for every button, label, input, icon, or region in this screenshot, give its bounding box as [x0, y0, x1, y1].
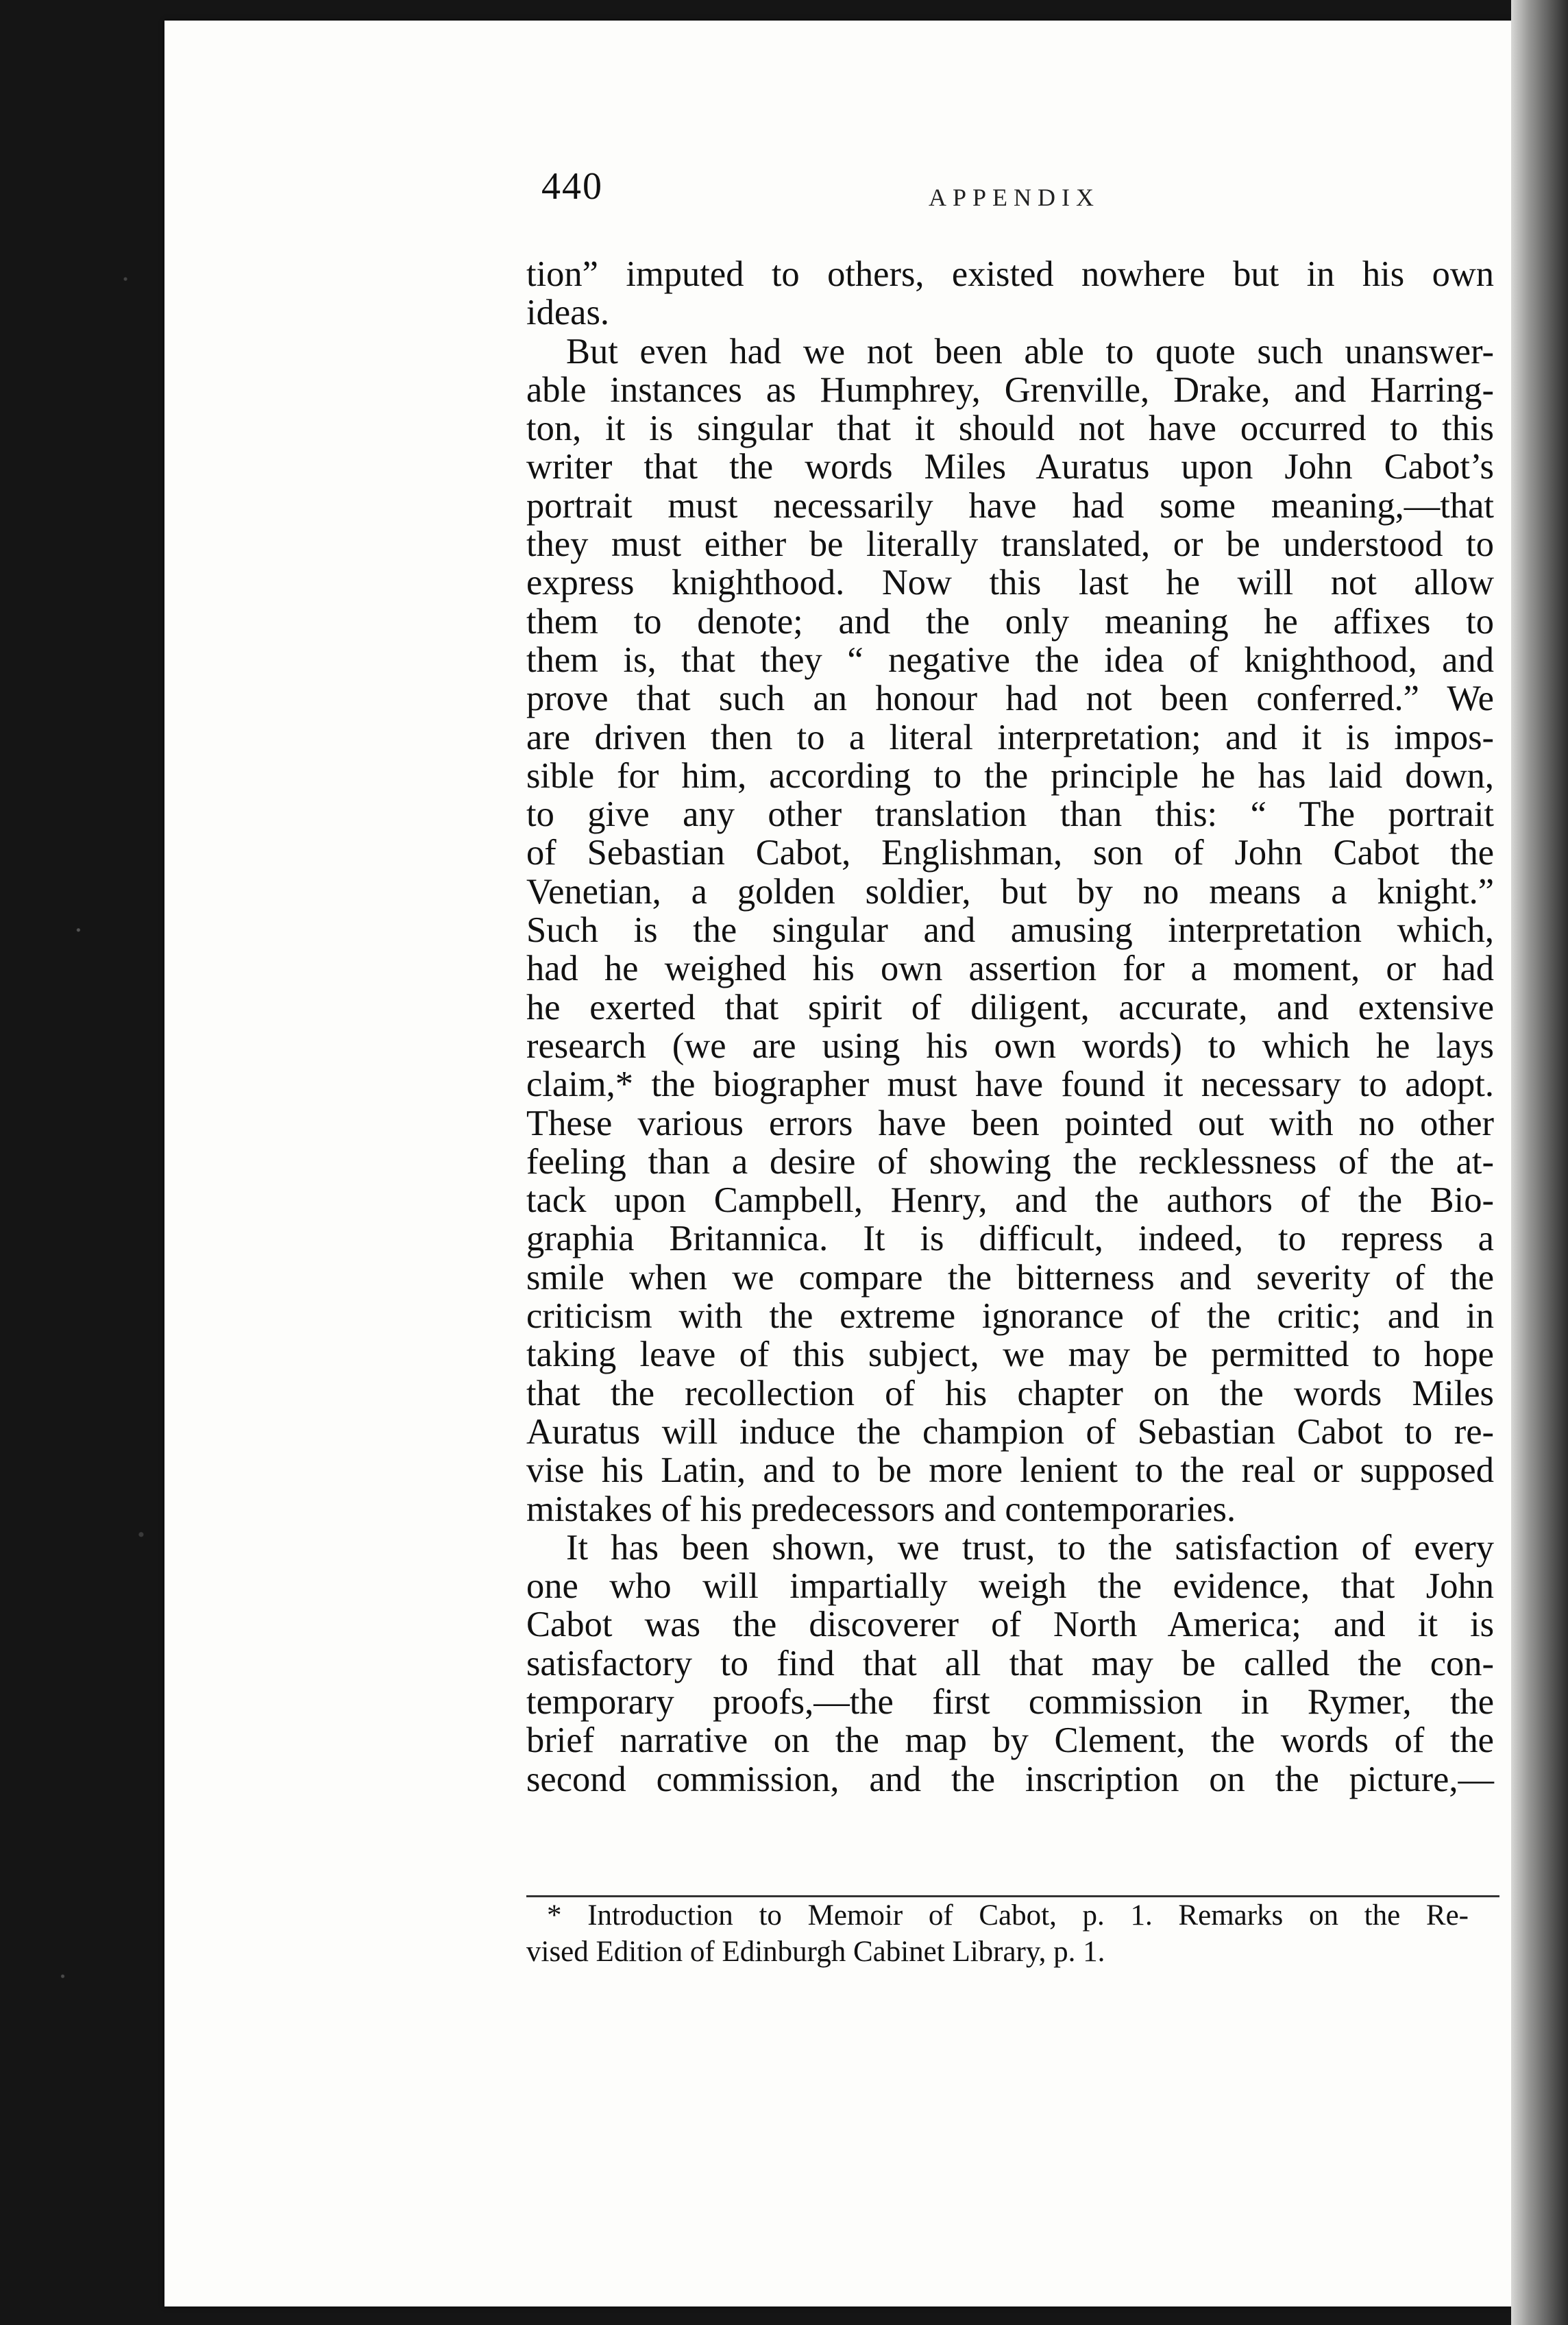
text-line: smile when we compare the bitterness and severity of the	[526, 1257, 1494, 1298]
text-line: tion” imputed to others, existed nowhere but in his own	[526, 254, 1494, 294]
text-line: mistakes of his predecessors and contemporaries.	[526, 1489, 1236, 1529]
text-line: express knighthood. Now this last he will not allow	[526, 563, 1494, 603]
text-line: Such is the singular and amusing interpretation which,	[526, 910, 1494, 951]
text-line: ton, it is singular that it should not have occurred to this	[526, 409, 1494, 449]
page-edge-shadow	[1511, 0, 1568, 2325]
text-line: Auratus will induce the champion of Sebastian Cabot to re-	[526, 1411, 1494, 1452]
text-line: satisfactory to find that all that may be called the con-	[526, 1643, 1494, 1683]
text-line: writer that the words Miles Auratus upon John Cabot’s	[526, 447, 1494, 487]
text-line: they must either be literally translated, or be understood to	[526, 524, 1494, 565]
page-number: 440	[541, 165, 603, 208]
text-line: criticism with the extreme ignorance of the critic; and in	[526, 1296, 1494, 1337]
text-line: It has been shown, we trust, to the satisfaction of every	[566, 1527, 1494, 1568]
text-line: claim,* the biographer must have found it necessary to adopt.	[526, 1064, 1494, 1105]
footnote-line: * Introduction to Memoir of Cabot, p. 1. Remarks on the Re-	[547, 1899, 1469, 1932]
running-head	[541, 165, 1501, 226]
text-line: able instances as Humphrey, Grenville, Drake, and Harring-	[526, 369, 1494, 410]
text-line: ideas.	[526, 293, 609, 333]
text-line: second commission, and the inscription on the picture,—	[526, 1759, 1494, 1799]
text-line: These various errors have been pointed out with no other	[526, 1103, 1494, 1143]
text-line: of Sebastian Cabot, Englishman, son of John Cabot the	[526, 833, 1494, 873]
text-line: research (we are using his own words) to which he lays	[526, 1025, 1494, 1066]
text-line: sible for him, according to the principle he has laid down,	[526, 755, 1494, 796]
text-line: feeling than a desire of showing the recklessness of the at-	[526, 1141, 1494, 1182]
text-line: prove that such an honour had not been conferred.” We	[526, 679, 1494, 719]
running-title: APPENDIX	[929, 184, 1101, 211]
footnote	[526, 1897, 1469, 1970]
text-line: graphia Britannica. It is difficult, indeed, to repress a	[526, 1219, 1494, 1259]
text-line: tack upon Campbell, Henry, and the authors of the Bio-	[526, 1180, 1494, 1221]
text-line: them to denote; and the only meaning he affixes to	[526, 601, 1494, 642]
body-text	[526, 255, 1494, 1799]
text-line: that the recollection of his chapter on the words Miles	[526, 1373, 1494, 1413]
text-line: Venetian, a golden soldier, but by no means a knight.”	[526, 871, 1494, 912]
text-line: brief narrative on the map by Clement, the words of the	[526, 1720, 1494, 1761]
text-line: temporary proofs,—the first commission in Rymer, the	[526, 1681, 1494, 1722]
text-line: portrait must necessarily have had some meaning,—that	[526, 485, 1494, 526]
footnote-line: vised Edition of Edinburgh Cabinet Library, p. 1.	[526, 1936, 1105, 1968]
text-line: But even had we not been able to quote such unanswer-	[566, 331, 1494, 372]
text-line: one who will impartially weigh the evidence, that John	[526, 1566, 1494, 1607]
text-line: them is, that they “ negative the idea of knighthood, and	[526, 640, 1494, 680]
text-line: had he weighed his own assertion for a moment, or had	[526, 949, 1494, 989]
text-line: he exerted that spirit of diligent, accurate, and extensive	[526, 987, 1494, 1027]
text-line: vise his Latin, and to be more lenient to the real or supposed	[526, 1450, 1494, 1491]
text-line: Cabot was the discoverer of North America; and it is	[526, 1605, 1494, 1645]
text-line: are driven then to a literal interpretation; and it is impos-	[526, 717, 1494, 757]
text-line: taking leave of this subject, we may be permitted to hope	[526, 1335, 1494, 1375]
text-line: to give any other translation than this: “ The portrait	[526, 794, 1494, 835]
